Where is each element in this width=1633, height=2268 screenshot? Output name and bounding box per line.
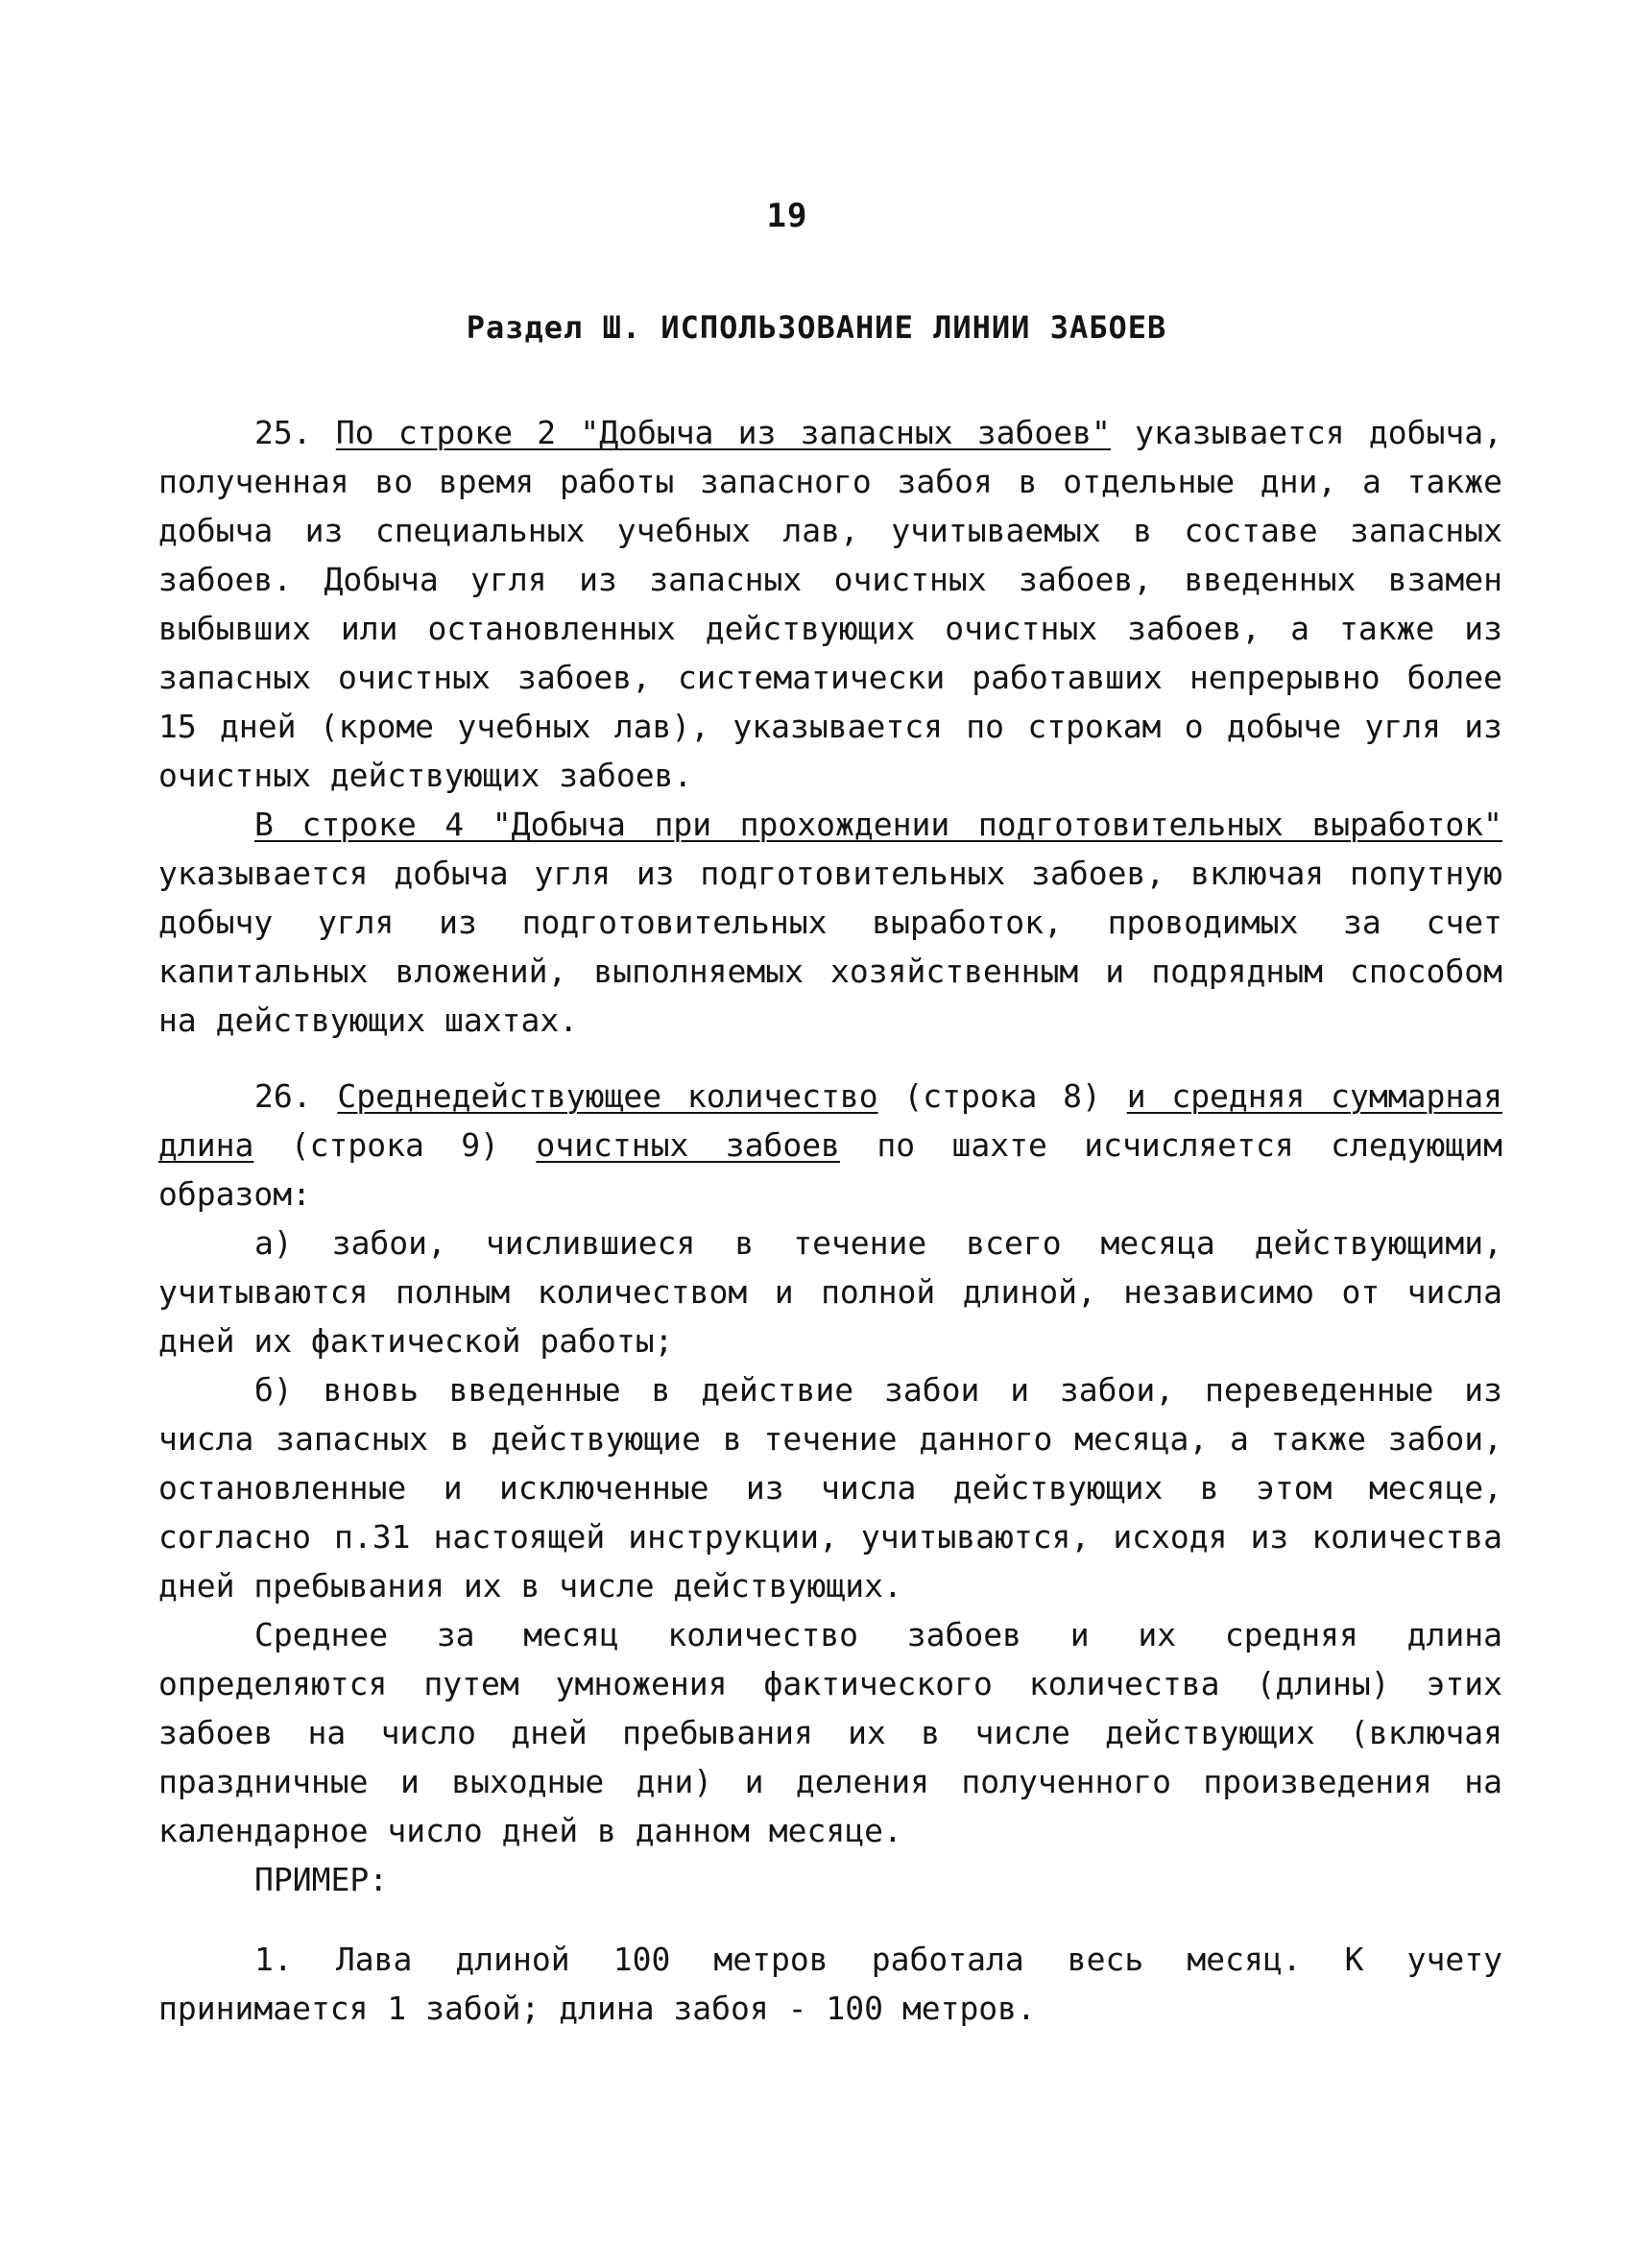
example-item-1: 1. Лава длиной 100 метров работала весь месяц. К учету принимается 1 забой; длина забоя - 100 метров. (158, 1941, 1502, 2027)
document-body (158, 408, 1502, 2033)
underlined-lead: В строке 4 "Добыча при прохождении подготовительных выработок" (254, 806, 1502, 843)
paragraph-number: 26. (254, 1077, 312, 1115)
underlined-term-faces: очистных забоев (536, 1126, 840, 1164)
page-number: 19 (766, 197, 808, 235)
paragraph-text: указывается добыча, полученная во время работы запасного забоя в отдельные дни, а также добыча из специальных учебных лав, учитываемых в составе запасных забоев. Добыча угля из запасных очистных забоев, введенных взамен выбывших или остановленных действующих очистных забоев, а также из запасных очистных забоев, систематически работавших непрерывно более 15 дней (кроме учебных лав), указывается по строкам о добыче угля из очистных действующих забоев. (158, 414, 1502, 794)
underlined-term-length: и средняя суммарная длина (158, 1077, 1502, 1164)
paragraph-26 (158, 1072, 1502, 1218)
paragraph-25 (158, 408, 1502, 800)
paragraph-text: (строка 8) (903, 1077, 1101, 1115)
underlined-lead: По строке 2 "Добыча из запасных забоев" (335, 414, 1111, 451)
section-title: Раздел Ш. ИСПОЛЬЗОВАНИЕ ЛИНИИ ЗАБОЕВ (466, 309, 1167, 346)
paragraph-text: (строка 9) (290, 1126, 499, 1164)
paragraph-number: 25. (254, 414, 312, 451)
paragraph-25-line-4 (158, 800, 1502, 1045)
underlined-term-count: Среднедействующее количество (337, 1077, 878, 1115)
paragraph-text: указывается добыча угля из подготовительных забоев, включая попутную добычу угля из подготовительных выработок, проводимых за счет капитальных вложений, выполняемых хозяйственным и подрядным способом на действующих шахтах. (158, 855, 1502, 1039)
paragraph-text: по шахте исчисляется следующим образом: (158, 1126, 1502, 1213)
list-item-a: а) забои, числившиеся в течение всего месяца действующими, учитываются полным количеством и полной длиной, независимо от числа дней их фактической работы; (158, 1224, 1502, 1360)
paragraph-average: Среднее за месяц количество забоев и их средняя длина определяются путем умножения фактического количества (длины) этих забоев на число дней пребывания их в числе действующих (включая праздничные и выходные дни) и деления полученного произведения на календарное число дней в данном месяце. (158, 1616, 1502, 1849)
example-label: ПРИМЕР: (254, 1861, 389, 1898)
list-item-b: б) вновь введенные в действие забои и забои, переведенные из числа запасных в действующие в течение данного месяца, а также забои, остановленные и исключенные из числа действующих в этом месяце, согласно п.31 настоящей инструкции, учитываются, исходя из количества дней пребывания их в числе действующих. (158, 1371, 1502, 1604)
